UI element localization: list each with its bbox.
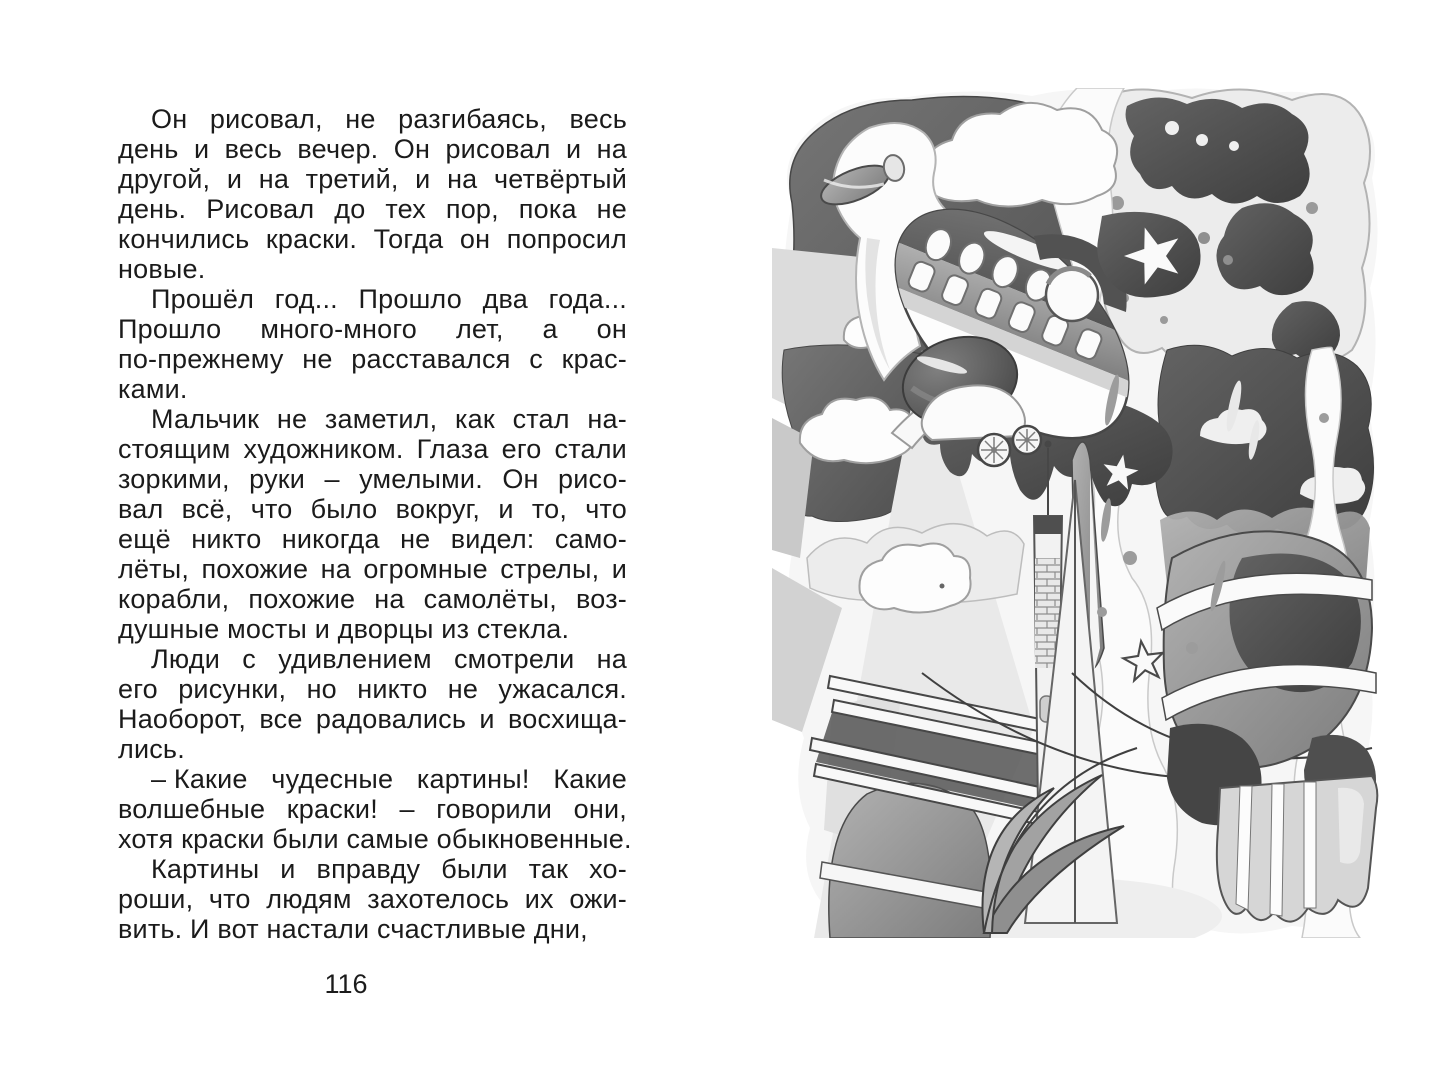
text-line: вал всё, что было вокруг, и то, что: [118, 494, 627, 524]
text-line: ками.: [118, 374, 188, 404]
text-line: волшебные краски! – говорили они,: [118, 794, 627, 824]
paragraph: [118, 854, 627, 944]
text-line: кончились краски. Тогда он попросил: [118, 224, 627, 254]
text-line: зоркими, руки – умелыми. Он рисо-: [118, 464, 627, 494]
text-line: ещё никто никогда не видел: само-: [118, 524, 627, 554]
paragraph: [118, 104, 627, 284]
text-line: душные мосты и дворцы из стекла.: [118, 614, 570, 644]
wheel: [1013, 426, 1041, 454]
text-line: день и весь вечер. Он рисовал и на: [118, 134, 627, 164]
text-line: роши, что людям захотелось их ожи-: [118, 884, 627, 914]
paragraph: [118, 284, 627, 404]
pleated-skirt: [1217, 776, 1377, 922]
text-line: корабли, похожие на самолёты, воз-: [118, 584, 627, 614]
paragraph: [118, 764, 632, 854]
text-line: по-прежнему не расставался с крас-: [118, 344, 627, 374]
text-line: лёты, похожие на огромные стрелы, и: [118, 554, 627, 584]
text-line: стоящим художником. Глаза его стали: [118, 434, 627, 464]
text-line: – Какие чудесные картины! Какие: [151, 764, 627, 794]
text-line: новые.: [118, 254, 206, 284]
text-line: вить. И вот настали счастливые дни,: [118, 914, 588, 944]
text-line: Люди с удивлением смотрели на: [151, 644, 627, 674]
text-line: Наоборот, все радовались и восхища-: [118, 704, 627, 734]
story-text-column: [118, 104, 632, 944]
text-line: лись.: [118, 734, 185, 764]
text-line: Картины и вправду были так хо-: [151, 854, 627, 884]
page-number: 116: [324, 969, 368, 999]
text-line: его рисунки, но никто не ужасался.: [118, 674, 627, 704]
text-line: Мальчик не заметил, как стал на-: [151, 404, 627, 434]
text-line: Он рисовал, не разгибаясь, весь: [151, 104, 627, 134]
text-line: другой, и на третий, и на четвёртый: [118, 164, 627, 194]
illustration-canvas: [772, 88, 1382, 938]
text-line: Прошло много-много лет, а он: [118, 314, 627, 344]
paragraph: [118, 644, 627, 764]
text-line: день. Рисовал до тех пор, пока не: [118, 194, 627, 224]
paragraph: [118, 404, 627, 644]
text-line: хотя краски были самые обыкновенные.: [118, 824, 632, 854]
wheel: [978, 434, 1010, 466]
story-illustration: [772, 88, 1382, 938]
text-line: Прошёл год... Прошло два года...: [151, 284, 627, 314]
